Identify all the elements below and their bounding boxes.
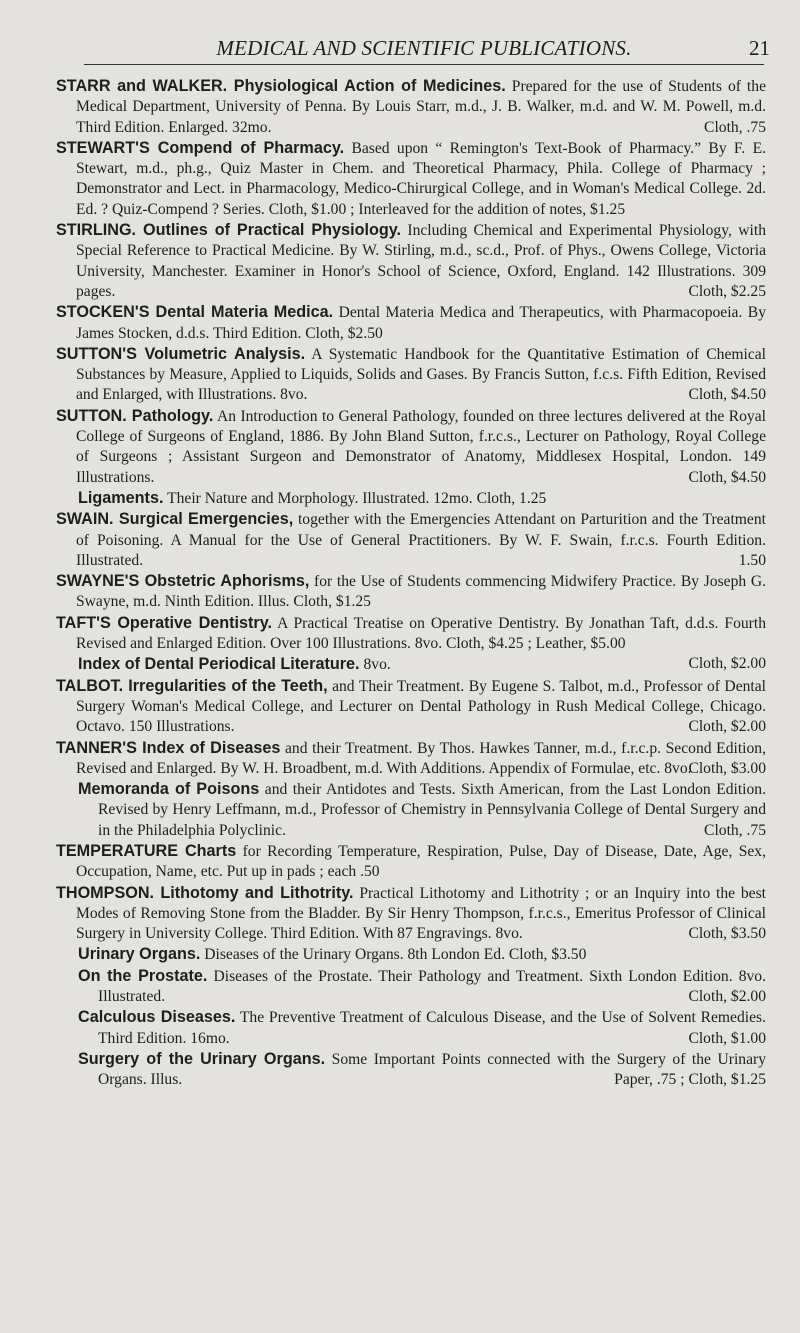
entry-title: STARR and WALKER. Physiological Action of Medicines. bbox=[56, 77, 506, 95]
catalog-entry bbox=[56, 488, 766, 509]
entry-price: Cloth, $2.25 bbox=[688, 282, 766, 300]
entry-title: TAFT'S Operative Dentistry. bbox=[56, 613, 273, 632]
catalog-entry bbox=[56, 138, 766, 220]
catalog-entry bbox=[56, 220, 766, 302]
catalog-entry bbox=[56, 302, 766, 344]
entry-description: Their Nature and Morphology. Illustrated. 12mo. Cloth, 1.25 bbox=[167, 489, 547, 507]
entry-description: Practical Lithotomy and Lithotrity ; or an Inquiry into the best Modes of Removing Stone from the Bladder. By Sir Henry Thompson, f.r.c.s., Emeritus Professor of Clinical Surgery in University College. Third Edition. With 87 Engravings. 8vo. bbox=[76, 884, 766, 943]
catalog-entry bbox=[56, 406, 766, 488]
catalog-entry bbox=[56, 1049, 766, 1091]
entry-title: STOCKEN'S Dental Materia Medica. bbox=[56, 303, 334, 322]
catalog-entry bbox=[56, 883, 766, 945]
entry-price: Cloth, .75 bbox=[704, 118, 766, 136]
entry-title: STIRLING. Outlines of Practical Physiology. bbox=[56, 221, 402, 240]
entry-description: The Preventive Treatment of Calculous Disease, and the Use of Solvent Remedies. Third Edition. 16mo. bbox=[98, 1009, 766, 1047]
page-number: 21 bbox=[749, 36, 770, 60]
catalog-entry bbox=[56, 571, 766, 613]
entry-title: TEMPERATURE Charts bbox=[56, 841, 237, 860]
entry-description: 8vo. bbox=[363, 656, 391, 674]
catalog-entry bbox=[56, 966, 766, 1008]
entry-price: Cloth, $3.00 bbox=[688, 759, 766, 777]
entry-price: Cloth, $4.50 bbox=[688, 468, 766, 486]
entry-title: STEWART'S Compend of Pharmacy. bbox=[56, 138, 345, 157]
entry-description: A Practical Treatise on Operative Dentistry. By Jonathan Taft, d.d.s. Fourth Revised and Enlarged Edition. Over 100 Illustrations. 8vo. Cloth, $4.25 ; Leather, $5.00 bbox=[76, 614, 766, 653]
entry-title: SUTTON'S Volumetric Analysis. bbox=[56, 344, 306, 363]
entry-title: SWAYNE'S Obstetric Aphorisms, bbox=[56, 572, 310, 591]
entry-description: Including Chemical and Experimental Physiology, with Special Reference to Practical Medicine. By W. Stirling, m.d., sc.d., Prof. of Phys., Owens College, Victoria University, Manchester. Examiner in Honor's School of Science, Oxford, England. 142 Illustrations. 309 pages. bbox=[76, 222, 766, 300]
entry-description: and their Treatment. By Thos. Hawkes Tanner, m.d., f.r.c.p. Second Edition, Revised and Enlarged. By W. H. Broadbent, m.d. With Additions. Appendix of Formulae, etc. 8vo. bbox=[76, 739, 766, 777]
catalog-entry bbox=[56, 841, 766, 883]
entry-price: 1.50 bbox=[738, 551, 766, 569]
entry-title: Memoranda of Poisons bbox=[78, 780, 260, 799]
entry-description: An Introduction to General Pathology, founded on three lectures delivered at the Royal College of Surgeons of England, 1886. By John Bland Sutton, f.r.c.s., Lecturer on Pathology, Royal College of Surgeons ; Assistant Surgeon and Demonstrator of Anatomy, Middlesex Hospital, London. 149 Illustrations. bbox=[76, 407, 766, 486]
entry-price: Paper, .75 ; Cloth, $1.25 bbox=[614, 1071, 766, 1089]
catalog-entry bbox=[56, 76, 766, 138]
entry-title: Ligaments. bbox=[78, 488, 164, 507]
catalog-entry bbox=[56, 613, 766, 655]
entry-title: Urinary Organs. bbox=[78, 945, 201, 964]
entry-title: SWAIN. Surgical Emergencies, bbox=[56, 510, 294, 529]
catalog-entry bbox=[56, 509, 766, 571]
entry-title: Surgery of the Urinary Organs. bbox=[78, 1049, 326, 1068]
entry-price: Cloth, $3.50 bbox=[688, 925, 766, 943]
entry-description: together with the Emergencies Attendant on Parturition and the Treatment of Poisoning. A Manual for the Use of General Practitioners. By W. F. Swain, f.r.c.s. Fourth Edition. Illustrated. bbox=[76, 511, 766, 569]
entry-description: Diseases of the Urinary Organs. 8th London Ed. Cloth, $3.50 bbox=[204, 946, 587, 964]
entry-description: for the Use of Students commencing Midwifery Practice. By Joseph G. Swayne, m.d. Ninth Edition. Illus. Cloth, $1.25 bbox=[76, 573, 766, 611]
entry-title: Calculous Diseases. bbox=[78, 1008, 236, 1027]
catalog-entries bbox=[56, 76, 766, 1091]
catalog-entry bbox=[56, 779, 766, 841]
entry-price: Cloth, $2.00 bbox=[688, 655, 766, 673]
catalog-entry bbox=[56, 654, 766, 675]
running-title: MEDICAL AND SCIENTIFIC PUBLICATIONS. bbox=[216, 36, 632, 60]
entry-price: Cloth, .75 bbox=[704, 821, 766, 839]
entry-description: for Recording Temperature, Respiration, Pulse, Day of Disease, Date, Age, Sex, Occupation, Name, etc. Put up in pads ; each .50 bbox=[76, 842, 766, 881]
entry-description: Diseases of the Prostate. Their Pathology and Treatment. Sixth London Edition. 8vo. Illustrated. bbox=[98, 967, 766, 1006]
entry-description: and their Antidotes and Tests. Sixth American, from the Last London Edition. Revised by Henry Leffmann, m.d., Professor of Chemistry in Pennsylvania College of Dental Surgery and in the Philadelphia Polyclinic. bbox=[98, 781, 766, 839]
catalog-entry bbox=[56, 676, 766, 738]
catalog-entry bbox=[56, 344, 766, 406]
entry-title: SUTTON. Pathology. bbox=[56, 406, 214, 425]
catalog-entry bbox=[56, 738, 766, 780]
header-rule bbox=[84, 64, 764, 65]
entry-description: Based upon “ Remington's Text-Book of Pharmacy.” By F. E. Stewart, m.d., ph.g., Quiz Master in Chem. and Theoretical Pharmacy, Phila. College of Pharmacy ; Demonstrator and Lect. in Pharmacology, Medico-Chirurgical College, and in Woman's Medical College. 2d. Ed. ? Quiz-Compend ? Series. Cloth, $1.00 ; Interleaved for the addition of notes, $1.25 bbox=[76, 139, 766, 218]
catalog-entry bbox=[56, 1007, 766, 1049]
entry-title: THOMPSON. Lithotomy and Lithotrity. bbox=[56, 883, 354, 902]
entry-price: Cloth, $1.00 bbox=[688, 1029, 766, 1047]
entry-title: TANNER'S Index of Diseases bbox=[56, 738, 281, 757]
catalog-entry bbox=[56, 944, 766, 965]
entry-title: Index of Dental Periodical Literature. bbox=[78, 655, 360, 674]
entry-description: and Their Treatment. By Eugene S. Talbot, m.d., Professor of Dental Surgery Woman's Medical College, and Lecturer on Dental Pathology in Rush Medical College, Chicago. Octavo. 150 Illustrations. bbox=[76, 677, 766, 736]
entry-description: Some Important Points connected with the Surgery of the Urinary Organs. Illus. bbox=[98, 1050, 767, 1089]
entry-price: Cloth, $2.00 bbox=[688, 988, 766, 1006]
entry-price: Cloth, $2.00 bbox=[688, 718, 766, 736]
entry-title: On the Prostate. bbox=[78, 966, 208, 985]
entry-price: Cloth, $4.50 bbox=[688, 386, 766, 404]
entry-description: Prepared for the use of Students of the Medical Department, University of Penna. By Louis Starr, m.d., J. B. Walker, m.d. and W. M. Powell, m.d. Third Edition. Enlarged. 32mo. bbox=[76, 78, 766, 136]
entry-description: A Systematic Handbook for the Quantitative Estimation of Chemical Substances by Measure, Applied to Liquids, Solids and Gases. By Francis Sutton, f.c.s. Fifth Edition, Revised and Enlarged, with Illustrations. 8vo. bbox=[76, 345, 767, 404]
entry-description: Dental Materia Medica and Therapeutics, with Pharmacopoeia. By James Stocken, d.d.s. Third Edition. Cloth, $2.50 bbox=[76, 304, 766, 342]
entry-title: TALBOT. Irregularities of the Teeth, bbox=[56, 676, 328, 695]
